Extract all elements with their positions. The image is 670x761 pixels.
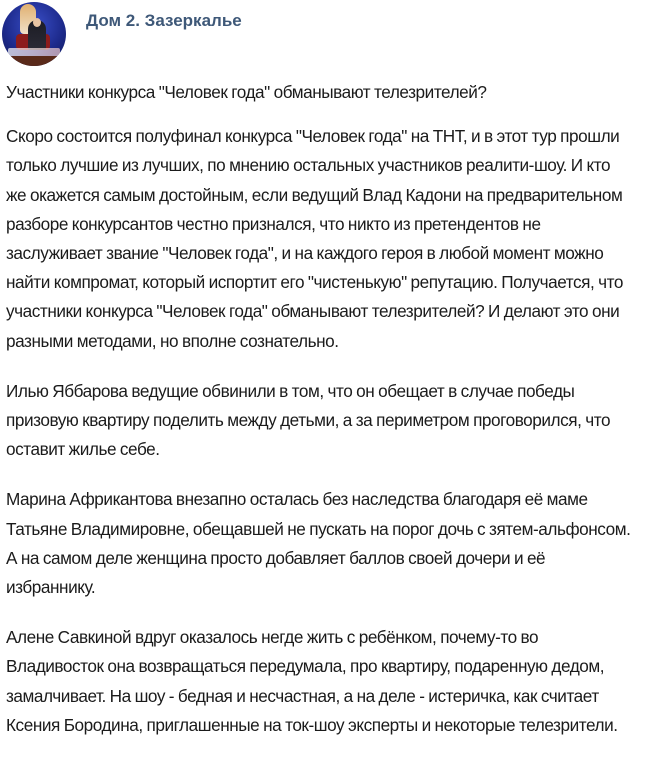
- text-line: участники конкурса "Человек года" обманывают телезрителей? И делают это они: [6, 301, 620, 322]
- text-line: же окажется самым достойным, если ведущий Влад Кадони на предварительном: [6, 184, 623, 205]
- group-avatar[interactable]: [2, 2, 66, 66]
- paragraph-intro: [6, 122, 668, 356]
- text-line: Скоро состоится полуфинал конкурса "Человек года" на ТНТ, и в этот тур прошли: [6, 126, 620, 147]
- avatar-face: [33, 18, 41, 27]
- paragraph-savkina: [6, 623, 668, 740]
- text-line: Татьяне Владимировне, обещавшей не пускать на порог дочь с зятем-альфонсом.: [6, 518, 631, 539]
- paragraph-afrikantova: [6, 485, 668, 602]
- text-line: избраннику.: [6, 577, 96, 598]
- text-line: разборе конкурсантов честно признался, что никто из претендентов не: [6, 213, 541, 234]
- avatar-floor: [2, 56, 66, 66]
- text-line: только лучшие из лучших, по мнению остальных участников реалити-шоу. И кто: [6, 155, 611, 176]
- text-line: А на самом деле женщина просто добавляет баллов своей дочери и её: [6, 547, 546, 568]
- text-line: Алене Савкиной вдруг оказалось негде жить с ребёнком, почему-то во: [6, 627, 539, 648]
- paragraph-yabbarov: [6, 377, 668, 465]
- text-line: Илью Яббарова ведущие обвинили в том, что он обещает в случае победы: [6, 380, 575, 401]
- text-line: Ксения Бородина, приглашенные на ток-шоу эксперты и некоторые телезрители.: [6, 714, 618, 735]
- text-line: заслуживает звание "Человек года", и на каждого героя в любой момент можно: [6, 243, 604, 264]
- avatar-caption: [8, 48, 60, 56]
- text-line: замалчивает. На шоу - бедная и несчастная, а на деле - истеричка, как считает: [6, 685, 599, 706]
- text-line: оставит жилье себе.: [6, 439, 160, 460]
- text-line: Марина Африкантова внезапно осталась без наследства благодаря её маме: [6, 489, 588, 510]
- post-body: [6, 78, 668, 761]
- post-headline: [6, 78, 668, 107]
- text-line: найти компромат, который испортит его "чистенькую" репутацию. Получается, что: [6, 272, 623, 293]
- headline-text: Участники конкурса "Человек года" обманывают телезрителей?: [6, 82, 487, 102]
- text-line: разными методами, но вполне сознательно.: [6, 330, 339, 351]
- group-title[interactable]: Дом 2. Зазеркалье: [86, 11, 242, 30]
- text-line: призовую квартиру поделить между детьми, а за периметром проговорился, что: [6, 410, 611, 431]
- text-line: Владивосток она возвращаться передумала, про квартиру, подаренную дедом,: [6, 656, 605, 677]
- post-header: [0, 0, 670, 72]
